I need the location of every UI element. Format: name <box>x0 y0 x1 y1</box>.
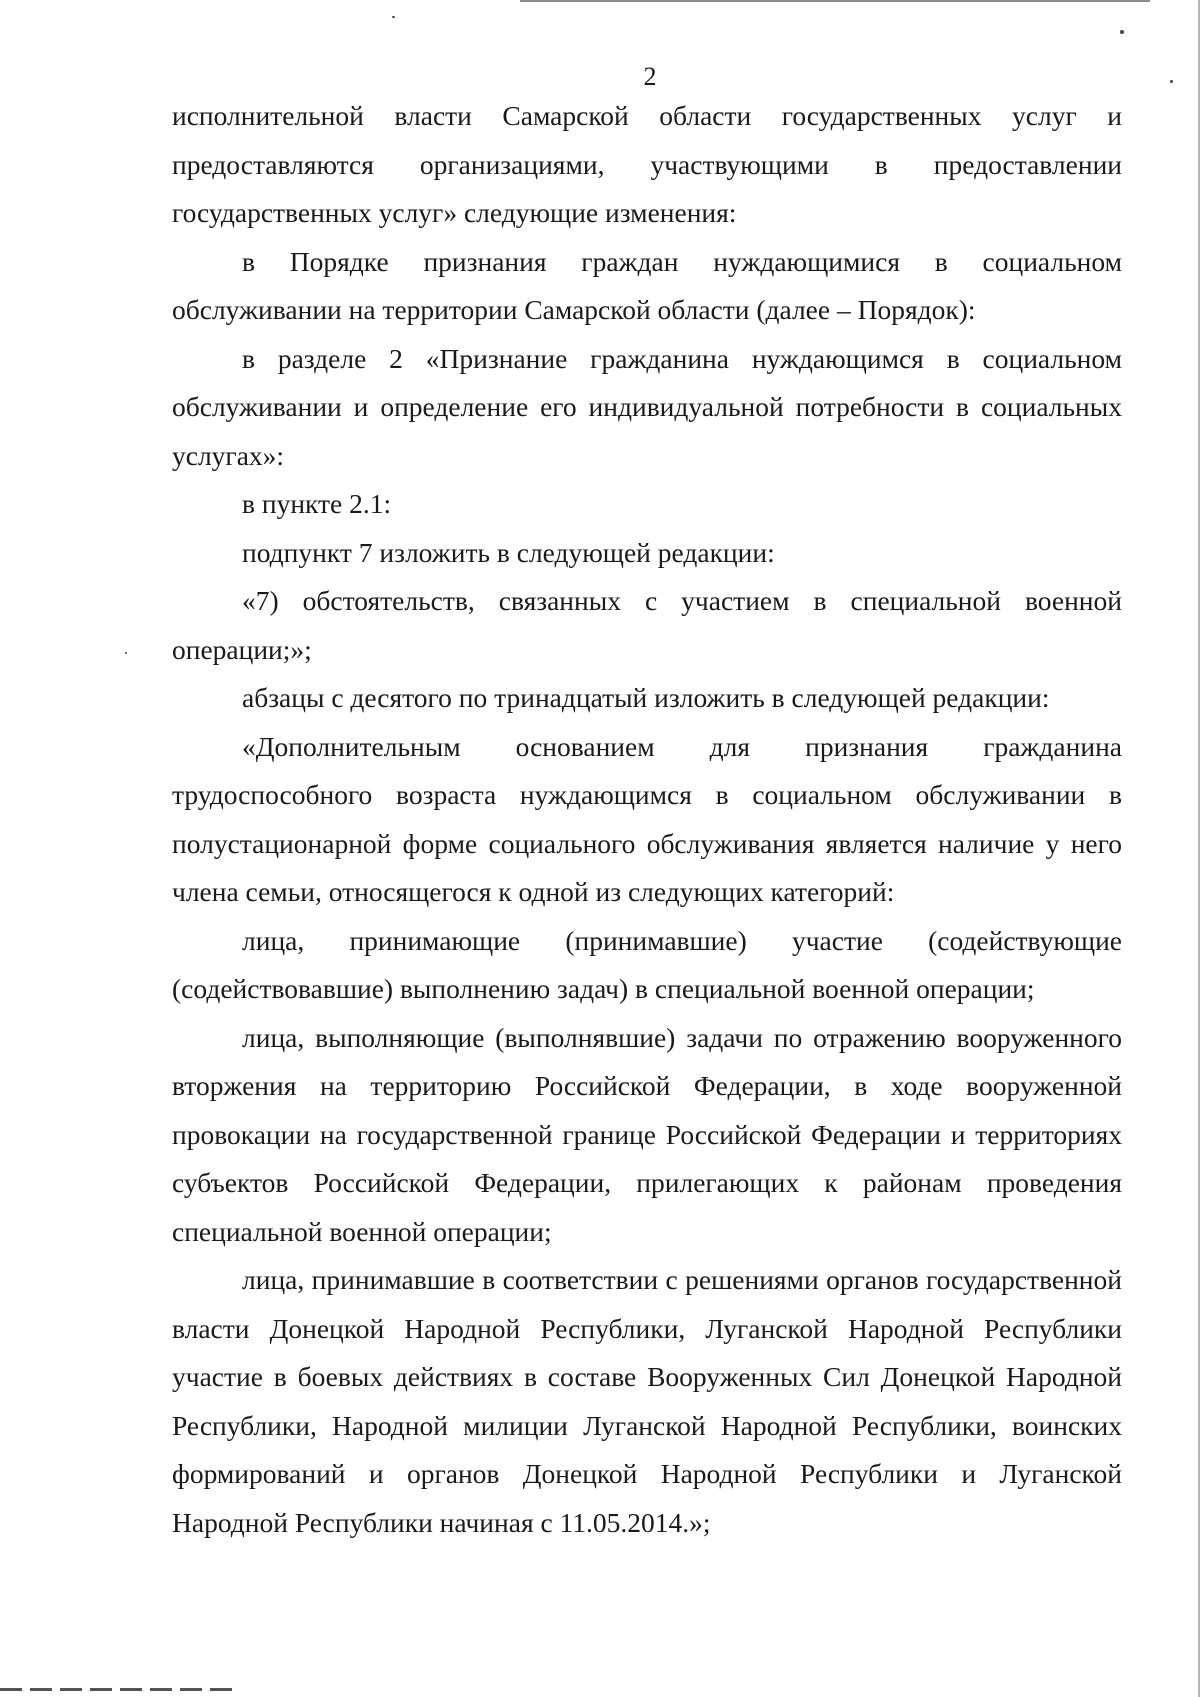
paragraph-additional-basis: «Дополнительным основанием для признания гражданина трудоспособного возраста нуждающимся в социальном обслуживании в полустационарной форме социального обслуживания является наличие у него члена семьи, относящегося к одной из следующих категорий: <box>172 730 1122 907</box>
paragraph-section-2: в разделе 2 «Признание гражданина нуждающимся в социальном обслуживании и определение его индивидуальной потребности в социальных услугах»: <box>172 342 1122 471</box>
paragraph-intro: исполнительной власти Самарской области государственных услуг и предоставляются организациями, участвующими в предоставлении государственных услуг» следующие изменения: <box>172 100 1122 228</box>
scan-speck <box>392 16 395 18</box>
paragraph-category-3: лица, принимавшие в соответствии с решениями органов государственной власти Донецкой Народной Республики, Луганской Народной Республики участие в боевых действиях в составе Вооруженных Сил Донецкой Народной Республики, Народной милиции Луганской Народной Республики, воинских формирований и органов Донецкой Народной Республики и Луганской Народной Республики начиная с 11.05.2014.»; <box>172 1264 1122 1538</box>
paragraph-abzats: абзацы с десятого по тринадцатый изложить в следующей редакции: <box>242 682 1050 713</box>
paragraph-point-2-1: в пункте 2.1: <box>242 488 392 519</box>
scan-edge-top <box>520 0 1150 2</box>
paragraph-procedure: в Порядке признания граждан нуждающимися в социальном обслуживании на территории Самарской области (далее – Порядок): <box>172 245 1122 325</box>
paragraph-subpoint-7: подпункт 7 изложить в следующей редакции: <box>242 536 775 568</box>
scan-edge-bottom <box>0 1688 240 1691</box>
paragraph-subpoint-7-text: «7) обстоятельств, связанных с участием в специальной военной операции;»; <box>172 585 1122 665</box>
scan-speck <box>125 652 127 654</box>
document-body <box>172 92 1122 1547</box>
page-number: 2 <box>643 62 657 91</box>
scan-speck <box>1120 30 1124 34</box>
paragraph-category-1: лица, принимающие (принимавшие) участие (содействующие (содействовавшие) выполнению задач) в специальной военной операции; <box>172 924 1122 1004</box>
paragraph-category-2: лица, выполняющие (выполнявшие) задачи по отражению вооруженного вторжения на территорию Российской Федерации, в ходе вооруженной провокации на государственной границе Российской Федерации и территориях субъектов Российской Федерации, прилегающих к районам проведения специальной военной операции; <box>172 1021 1122 1247</box>
